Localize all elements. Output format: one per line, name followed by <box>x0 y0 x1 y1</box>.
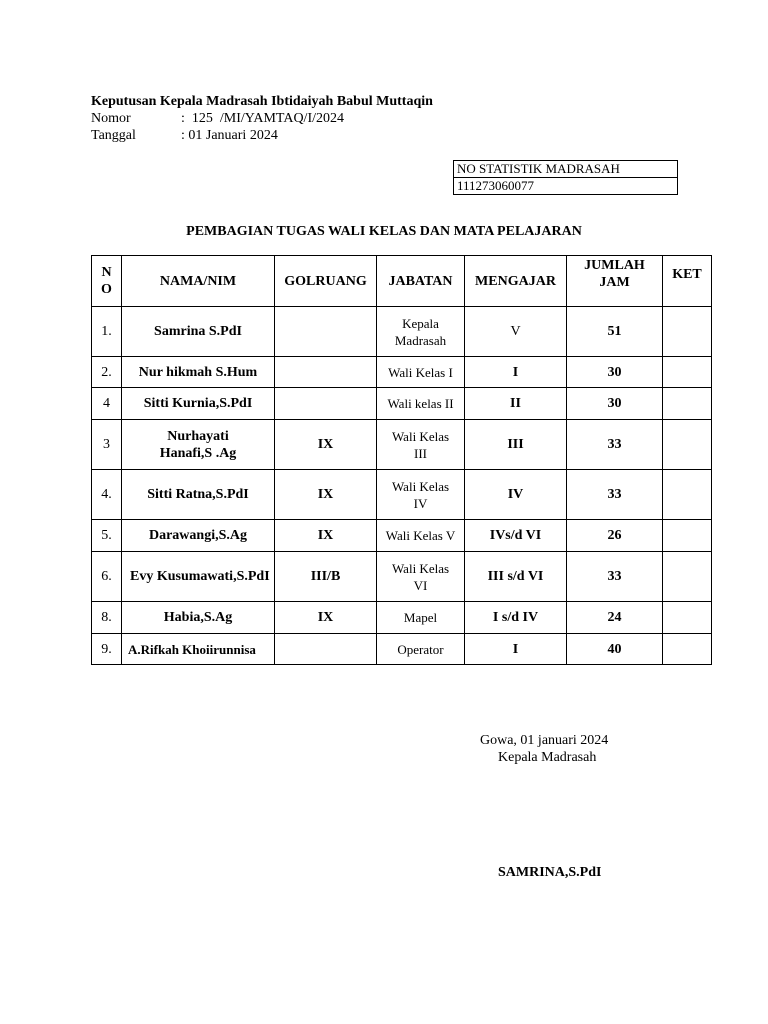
cell-no: 3 <box>92 420 122 470</box>
cell-jumlah: 40 <box>567 634 663 665</box>
cell-no: 8. <box>92 602 122 634</box>
table-row <box>92 357 712 388</box>
cell-jabatan: Wali Kelas V <box>377 520 465 552</box>
cell-jumlah: 30 <box>567 357 663 388</box>
cell-jumlah: 51 <box>567 307 663 357</box>
table-row <box>92 420 712 470</box>
cell-no: 4. <box>92 470 122 520</box>
cell-nama: Sitti Kurnia,S.PdI <box>122 388 275 420</box>
table-row <box>92 307 712 357</box>
cell-golruang: IX <box>275 602 377 634</box>
signature-place-date: Gowa, 01 januari 2024 <box>480 733 609 748</box>
cell-mengajar: I <box>465 634 567 665</box>
cell-jumlah: 33 <box>567 552 663 602</box>
header-golruang: GOLRUANG <box>275 256 377 307</box>
statistik-box <box>453 160 678 195</box>
table-header-row <box>92 256 712 307</box>
cell-jabatan: Wali Kelas IV <box>377 470 465 520</box>
header-jabatan: JABATAN <box>377 256 465 307</box>
table-row <box>92 602 712 634</box>
cell-mengajar: I <box>465 357 567 388</box>
cell-ket <box>663 520 712 552</box>
cell-nama: Sitti Ratna,S.PdI <box>122 470 275 520</box>
cell-mengajar: V <box>465 307 567 357</box>
header-jumlah-jam: JUMLAH JAM <box>567 256 663 307</box>
cell-golruang <box>275 357 377 388</box>
nomor-value: : 125 /MI/YAMTAQ/I/2024 <box>181 111 344 126</box>
table-row <box>92 520 712 552</box>
statistik-label: NO STATISTIK MADRASAH <box>454 161 677 178</box>
cell-no: 1. <box>92 307 122 357</box>
document-heading: PEMBAGIAN TUGAS WALI KELAS DAN MATA PELAJARAN <box>186 224 582 239</box>
cell-mengajar: IVs/d VI <box>465 520 567 552</box>
cell-nama: A.Rifkah Khoiirunnisa <box>122 634 275 665</box>
table-row <box>92 634 712 665</box>
cell-jumlah: 33 <box>567 470 663 520</box>
cell-ket <box>663 602 712 634</box>
cell-jabatan: Mapel <box>377 602 465 634</box>
cell-nama: Evy Kusumawati,S.PdI <box>122 552 275 602</box>
cell-jabatan: Wali Kelas III <box>377 420 465 470</box>
header-mengajar: MENGAJAR <box>465 256 567 307</box>
cell-nama: Nur hikmah S.Hum <box>122 357 275 388</box>
cell-nama: Samrina S.PdI <box>122 307 275 357</box>
tanggal-value: : 01 Januari 2024 <box>181 128 278 143</box>
cell-no: 5. <box>92 520 122 552</box>
cell-no: 2. <box>92 357 122 388</box>
cell-jabatan: Kepala Madrasah <box>377 307 465 357</box>
cell-mengajar: III s/d VI <box>465 552 567 602</box>
statistik-value: 111273060077 <box>457 178 535 193</box>
header-no: N O <box>92 256 122 307</box>
cell-mengajar: I s/d IV <box>465 602 567 634</box>
cell-golruang: IX <box>275 470 377 520</box>
table-row <box>92 552 712 602</box>
table-row <box>92 470 712 520</box>
cell-ket <box>663 357 712 388</box>
cell-mengajar: II <box>465 388 567 420</box>
cell-golruang <box>275 307 377 357</box>
cell-ket <box>663 552 712 602</box>
nomor-label: Nomor <box>91 111 131 126</box>
cell-jabatan: Operator <box>377 634 465 665</box>
cell-golruang: III/B <box>275 552 377 602</box>
cell-jabatan: Wali kelas II <box>377 388 465 420</box>
assignment-table <box>91 255 712 665</box>
cell-jumlah: 26 <box>567 520 663 552</box>
cell-ket <box>663 307 712 357</box>
cell-ket <box>663 420 712 470</box>
tanggal-label: Tanggal <box>91 128 136 143</box>
cell-ket <box>663 388 712 420</box>
cell-jabatan: Wali Kelas VI <box>377 552 465 602</box>
cell-nama: Darawangi,S.Ag <box>122 520 275 552</box>
signature-name: SAMRINA,S.PdI <box>498 865 602 880</box>
cell-golruang <box>275 634 377 665</box>
cell-mengajar: IV <box>465 470 567 520</box>
cell-jumlah: 24 <box>567 602 663 634</box>
header-nama: NAMA/NIM <box>122 256 275 307</box>
cell-jumlah: 30 <box>567 388 663 420</box>
cell-ket <box>663 634 712 665</box>
cell-no: 6. <box>92 552 122 602</box>
cell-golruang: IX <box>275 520 377 552</box>
signature-role: Kepala Madrasah <box>498 750 597 765</box>
table-row <box>92 388 712 420</box>
cell-jumlah: 33 <box>567 420 663 470</box>
cell-nama: Habia,S.Ag <box>122 602 275 634</box>
cell-mengajar: III <box>465 420 567 470</box>
document-title: Keputusan Kepala Madrasah Ibtidaiyah Babul Muttaqin <box>91 94 433 109</box>
cell-ket <box>663 470 712 520</box>
cell-no: 9. <box>92 634 122 665</box>
cell-golruang: IX <box>275 420 377 470</box>
cell-jabatan: Wali Kelas I <box>377 357 465 388</box>
cell-golruang <box>275 388 377 420</box>
header-ket: KET <box>663 256 712 307</box>
cell-no: 4 <box>92 388 122 420</box>
cell-nama: Nurhayati Hanafi,S .Ag <box>122 420 275 470</box>
